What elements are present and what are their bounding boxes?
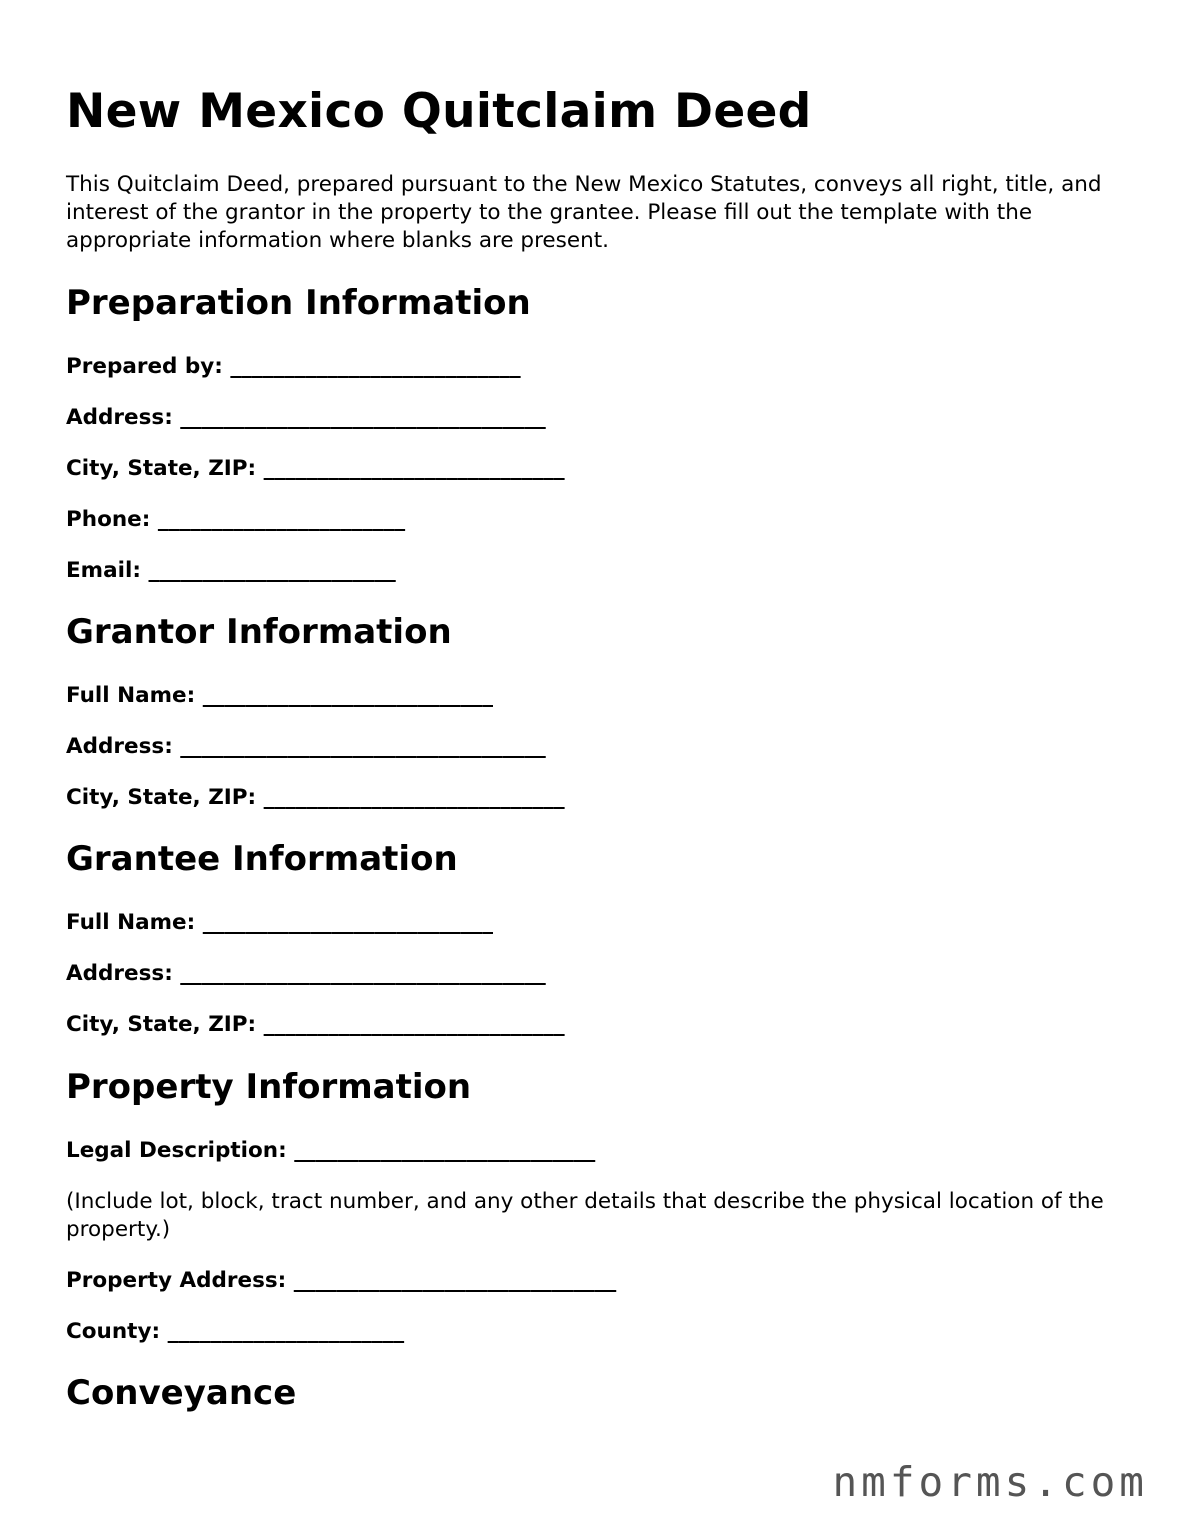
document-title: New Mexico Quitclaim Deed xyxy=(66,84,812,139)
grantor-city-state-zip-label: City, State, ZIP: xyxy=(66,785,257,810)
grantor-heading: Grantor Information xyxy=(66,612,452,652)
grantee-address-label: Address: xyxy=(66,961,173,986)
preparation-address-field xyxy=(66,404,546,432)
grantee-address-field xyxy=(66,960,546,988)
grantor-full-name-label: Full Name: xyxy=(66,683,196,708)
property-heading: Property Information xyxy=(66,1067,472,1107)
preparation-heading: Preparation Information xyxy=(66,283,531,323)
grantor-full-name-field xyxy=(66,682,493,710)
phone-label: Phone: xyxy=(66,507,151,532)
preparation-city-state-zip-blank[interactable]: ____________________________ xyxy=(263,456,565,481)
property-address-label: Property Address: xyxy=(66,1268,287,1293)
email-field xyxy=(66,557,396,585)
grantee-city-state-zip-blank[interactable]: ____________________________ xyxy=(263,1012,565,1037)
property-address-field xyxy=(66,1267,616,1295)
grantee-heading: Grantee Information xyxy=(66,839,458,879)
site-watermark: nmforms.com xyxy=(832,1458,1148,1506)
grantee-address-blank[interactable]: __________________________________ xyxy=(180,961,546,986)
intro-paragraph: This Quitclaim Deed, prepared pursuant to the New Mexico Statutes, conveys all right, title, and interest of the grantor in the property to the grantee. Please fill out the template with the appropriate information where blanks are present. xyxy=(66,172,1102,253)
grantor-address-label: Address: xyxy=(66,734,173,759)
grantor-full-name-blank[interactable]: ___________________________ xyxy=(202,683,493,708)
county-blank[interactable]: ______________________ xyxy=(167,1319,405,1344)
legal-description-note: (Include lot, block, tract number, and any other details that describe the physical location of the property.) xyxy=(66,1189,1104,1242)
phone-blank[interactable]: _______________________ xyxy=(157,507,406,532)
county-field xyxy=(66,1318,404,1346)
grantor-city-state-zip-blank[interactable]: ____________________________ xyxy=(263,785,565,810)
prepared-by-field xyxy=(66,353,521,381)
grantor-city-state-zip-field xyxy=(66,784,565,812)
preparation-address-blank[interactable]: __________________________________ xyxy=(180,405,546,430)
grantee-city-state-zip-field xyxy=(66,1011,565,1039)
email-blank[interactable]: _______________________ xyxy=(148,558,396,583)
grantee-full-name-blank[interactable]: ___________________________ xyxy=(202,910,493,935)
preparation-city-state-zip-field xyxy=(66,455,565,483)
grantee-city-state-zip-label: City, State, ZIP: xyxy=(66,1012,257,1037)
legal-description-field xyxy=(66,1137,595,1165)
prepared-by-blank[interactable]: ___________________________ xyxy=(230,354,521,379)
preparation-address-label: Address: xyxy=(66,405,173,430)
prepared-by-label: Prepared by: xyxy=(66,354,223,379)
email-label: Email: xyxy=(66,558,141,583)
property-address-blank[interactable]: ______________________________ xyxy=(293,1268,617,1293)
conveyance-heading: Conveyance xyxy=(66,1373,297,1413)
grantor-address-field xyxy=(66,733,546,761)
legal-description-blank[interactable]: ____________________________ xyxy=(294,1138,596,1163)
grantee-full-name-label: Full Name: xyxy=(66,910,196,935)
phone-field xyxy=(66,506,405,534)
grantee-full-name-field xyxy=(66,909,493,937)
county-label: County: xyxy=(66,1319,161,1344)
preparation-city-state-zip-label: City, State, ZIP: xyxy=(66,456,257,481)
legal-description-label: Legal Description: xyxy=(66,1138,287,1163)
grantor-address-blank[interactable]: __________________________________ xyxy=(180,734,546,759)
